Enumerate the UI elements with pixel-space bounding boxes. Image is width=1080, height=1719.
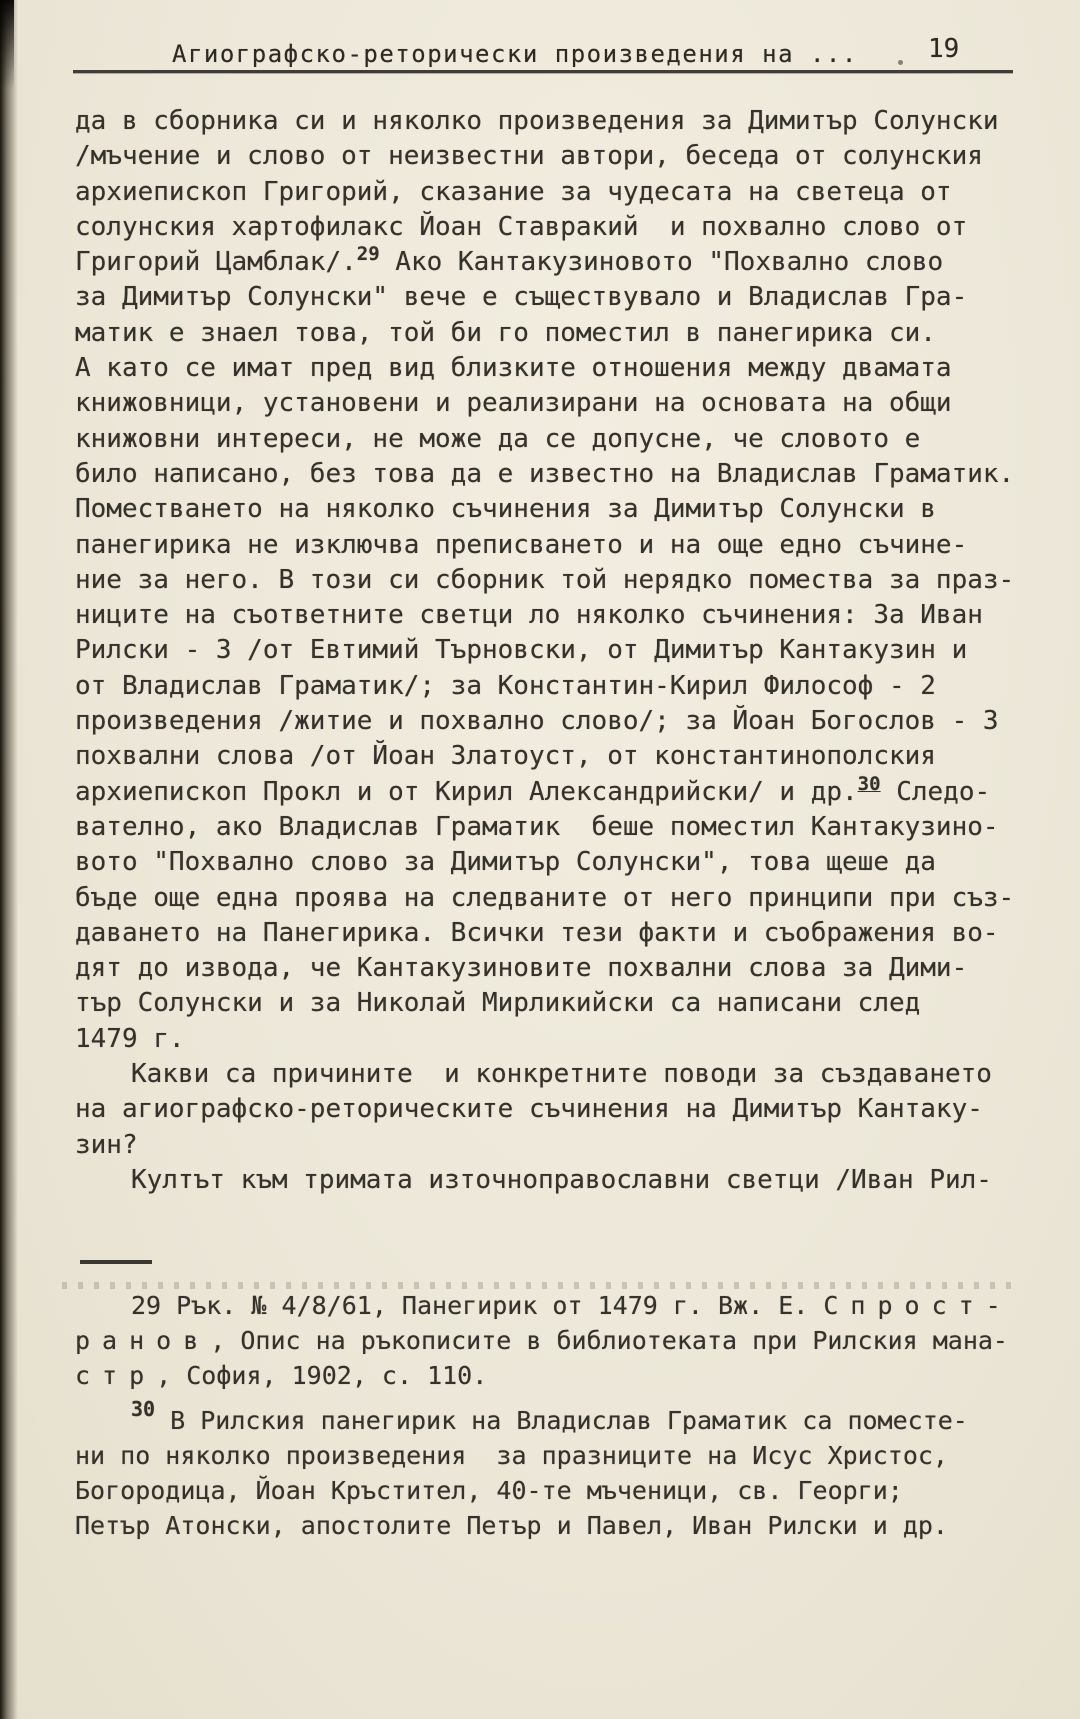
text-line bbox=[75, 598, 1045, 633]
text-run: от Владислав Граматик/; за Константин-Кирил Философ - 2 bbox=[75, 670, 936, 701]
ink-speck bbox=[898, 60, 903, 65]
page-number: 19 bbox=[928, 34, 960, 64]
text-run: тър Солунски и за Николай Мирликийски са написани след bbox=[75, 988, 921, 1019]
text-line bbox=[75, 492, 1045, 527]
text-line bbox=[75, 669, 1045, 704]
running-title: Агиографско-реторически произведения на ... bbox=[172, 40, 858, 68]
text-run: архиепископ Прокл и от Кирил Александрийски/ и др. bbox=[75, 776, 858, 807]
text-run: Спрост- bbox=[823, 1291, 1013, 1320]
text-line bbox=[75, 175, 1045, 210]
text-line bbox=[75, 1288, 1045, 1323]
text-line bbox=[75, 457, 1045, 492]
text-run: стр bbox=[75, 1361, 157, 1390]
text-run: ни по няколко произведения за празниците на Исус Христос, bbox=[75, 1441, 948, 1470]
text-line bbox=[75, 951, 1045, 986]
text-run: зин? bbox=[75, 1129, 138, 1160]
footnote-reference: 30 bbox=[857, 772, 881, 795]
text-line bbox=[75, 810, 1045, 845]
text-run: /мъчение и слово от неизвестни автори, беседа от солунския bbox=[75, 141, 983, 172]
text-run: даването на Панегирика. Всички тези факти и съображения во- bbox=[75, 917, 999, 948]
text-run: Следо- bbox=[880, 776, 991, 807]
text-line bbox=[75, 139, 1045, 174]
text-line bbox=[75, 1163, 1045, 1198]
text-line bbox=[75, 1057, 1045, 1092]
text-run: книжовни интереси, не може да се допусне, че словото е bbox=[75, 423, 921, 454]
binding-shadow-top bbox=[0, 0, 14, 90]
text-line bbox=[75, 845, 1045, 880]
text-run: А като се имат пред вид близките отношения между двамата bbox=[75, 353, 952, 384]
text-run: , Опис на ръкописите в библиотеката при Рилския мана- bbox=[210, 1326, 1008, 1355]
text-line bbox=[75, 245, 1045, 280]
text-run: матик е знаел това, той би го поместил в панегирика си. bbox=[75, 317, 936, 348]
text-line bbox=[75, 704, 1045, 739]
footnotes bbox=[75, 1288, 1045, 1543]
text-run: архиепископ Григорий, сказание за чудесата на светеца от bbox=[75, 176, 952, 207]
text-line bbox=[75, 563, 1045, 598]
text-line bbox=[75, 422, 1045, 457]
text-run: Поместването на няколко съчинения за Димитър Солунски в bbox=[75, 494, 936, 525]
text-run: Петър Атонски, апостолите Петър и Павел, Иван Рилски и др. bbox=[75, 1511, 948, 1540]
text-run: книжовници, установени и реализирани на основата на общи bbox=[75, 388, 952, 419]
text-run: вото "Похвално слово за Димитър Солунски", това щеше да bbox=[75, 847, 936, 878]
text-run: Богородица, Йоан Кръстител, 40-те мъченици, св. Георги; bbox=[75, 1476, 903, 1505]
footnote-reference: 29 bbox=[356, 243, 380, 266]
text-line bbox=[75, 528, 1045, 563]
text-run: произведения /житие и похвално слово/; за Йоан Богослов - 3 bbox=[75, 706, 999, 737]
text-run: Григорий Цамблак/. bbox=[75, 247, 357, 278]
text-run: вателно, ако Владислав Граматик беше поместил Кантакузино- bbox=[75, 811, 999, 842]
text-line bbox=[75, 1323, 1045, 1358]
text-run: Култът към тримата източноправославни светци /Иван Рил- bbox=[131, 1164, 992, 1195]
text-line bbox=[75, 316, 1045, 351]
text-line bbox=[75, 916, 1045, 951]
text-run: панегирика не изключва преписването и на още едно съчине- bbox=[75, 529, 968, 560]
text-run: да в сборника си и няколко произведения за Димитър Солунски bbox=[75, 106, 999, 136]
text-line bbox=[75, 1508, 1045, 1543]
text-line bbox=[75, 1128, 1045, 1163]
text-line bbox=[75, 1438, 1045, 1473]
text-run: , София, 1902, с. 110. bbox=[156, 1361, 488, 1390]
text-line bbox=[75, 986, 1045, 1021]
text-line bbox=[75, 210, 1045, 245]
text-run: бъде още една проява на следваните от него принципи при съз- bbox=[75, 882, 1015, 913]
text-run: ниците на съответните светци ло няколко съчинения: За Иван bbox=[75, 600, 983, 631]
text-run: В Рилския панегирик на Владислав Граматик са поместе- bbox=[155, 1406, 968, 1435]
text-run: дят до извода, че Кантакузиновите похвални слова за Дими- bbox=[75, 953, 968, 984]
text-run: Рилски - 3 /от Евтимий Търновски, от Димитър Кантакузин и bbox=[75, 635, 968, 666]
text-run: на агиографско-реторическите съчинения на Димитър Кантаку- bbox=[75, 1094, 983, 1125]
text-run: Какви са причините и конкретните поводи за създаването bbox=[131, 1059, 992, 1090]
text-line bbox=[75, 1473, 1045, 1508]
text-line bbox=[75, 633, 1045, 668]
text-run: похвални слова /от Йоан Златоуст, от константинополския bbox=[75, 741, 936, 772]
text-line bbox=[75, 351, 1045, 386]
text-line bbox=[75, 280, 1045, 315]
text-line bbox=[75, 1022, 1045, 1057]
text-run: ранов bbox=[75, 1326, 211, 1355]
text-line bbox=[75, 386, 1045, 421]
text-line bbox=[75, 1358, 1045, 1393]
header-rule bbox=[73, 70, 1013, 73]
text-run: за Димитър Солунски" вече е съществувало и Владислав Гра- bbox=[75, 282, 968, 313]
text-line bbox=[75, 1397, 1045, 1438]
text-run: Ако Кантакузиновото "Похвално слово bbox=[379, 247, 944, 278]
text-run: било написано, без това да е известно на Владислав Граматик. bbox=[75, 458, 1015, 489]
text-line bbox=[75, 881, 1045, 916]
text-run: 29 Рък. № 4/8/61, Панегирик от 1479 г. Вж. Е. bbox=[131, 1291, 824, 1320]
text-line bbox=[75, 1092, 1045, 1127]
body-text bbox=[75, 104, 1045, 1198]
text-line bbox=[75, 772, 1045, 810]
binding-shadow bbox=[0, 0, 18, 1719]
footnote-separator bbox=[80, 1260, 152, 1264]
text-run: ние за него. В този си сборник той нерядко помества за праз- bbox=[75, 564, 1015, 595]
text-run: солунския хартофилакс Йоан Ставракий и похвално слово от bbox=[75, 211, 968, 242]
text-run: 1479 г. bbox=[75, 1023, 185, 1054]
text-line bbox=[75, 104, 1045, 139]
footnote-reference: 30 bbox=[131, 1397, 156, 1421]
text-line bbox=[75, 739, 1045, 774]
